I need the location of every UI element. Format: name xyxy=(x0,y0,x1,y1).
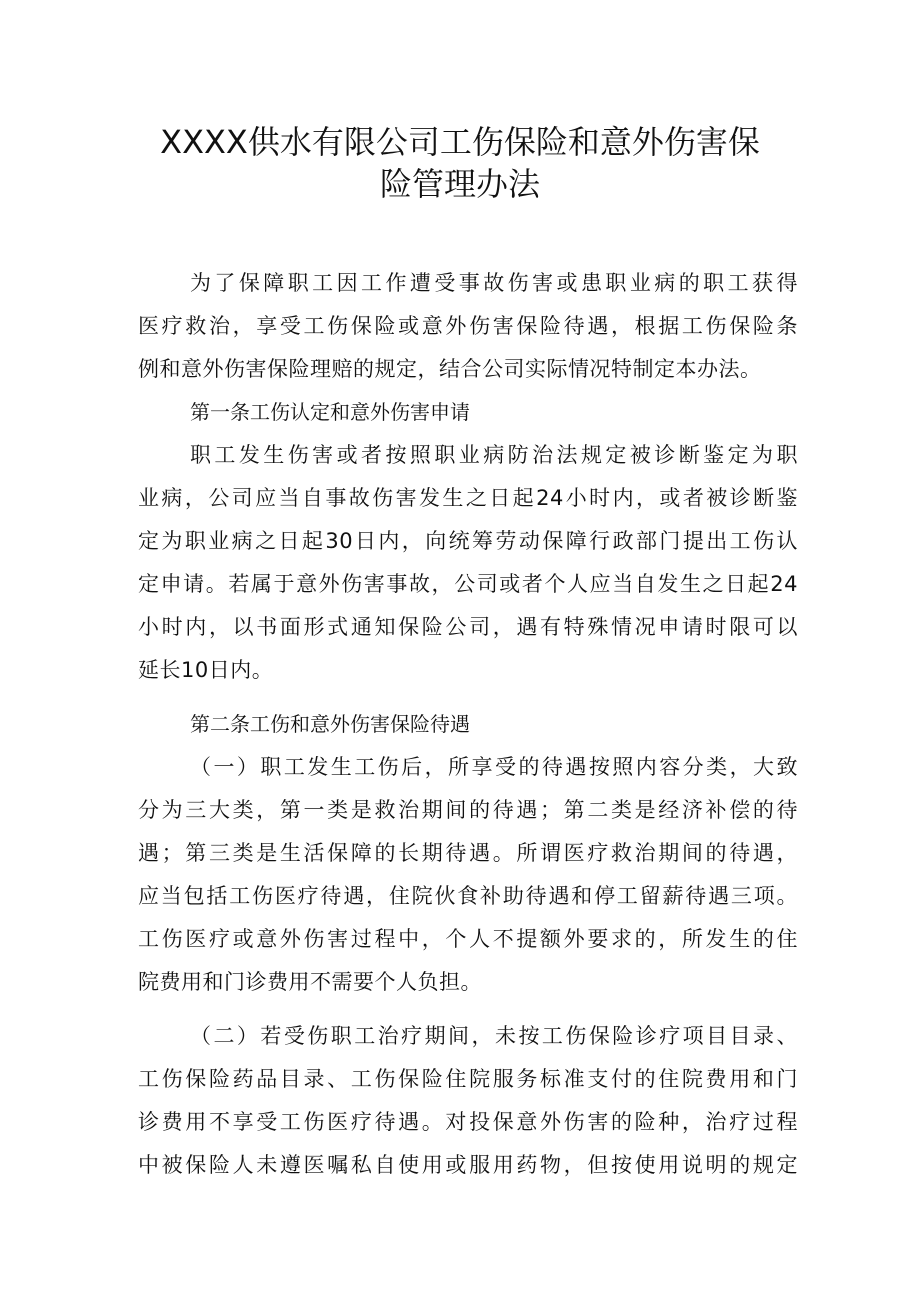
document-title-line-2: 险管理办法 xyxy=(379,165,540,203)
spacer xyxy=(138,1004,798,1015)
text-line: 应当包括工伤医疗待遇，住院伙食补助待遇和停工留薪待遇三项。 xyxy=(138,884,798,908)
article-2-paragraph-1 xyxy=(138,746,798,1004)
text-line: 业病，公司应当自事故伤害发生之日起24小时内，或者被诊断鉴 xyxy=(138,486,798,510)
text-line: 遇；第三类是生活保障的长期待遇。所谓医疗救治期间的待遇， xyxy=(138,841,798,865)
text-line: 医疗救治，享受工伤保险或意外伤害保险待遇，根据工伤保险条 xyxy=(138,314,798,338)
document-body xyxy=(138,262,798,1187)
article-1-paragraph xyxy=(138,434,798,692)
text-line: 为了保障职工因工作遭受事故伤害或患职业病的职工获得 xyxy=(190,271,798,295)
text-line: （二）若受伤职工治疗期间，未按工伤保险诊疗项目目录、 xyxy=(190,1024,798,1048)
text-line: 职工发生伤害或者按照职业病防治法规定被诊断鉴定为职 xyxy=(190,443,798,467)
text-line: 工伤保险药品目录、工伤保险住院服务标准支付的住院费用和门 xyxy=(138,1067,798,1091)
text-line: 院费用和门诊费用不需要个人负担。 xyxy=(138,970,482,994)
text-line: 工伤医疗或意外伤害过程中，个人不提额外要求的，所发生的住 xyxy=(138,927,798,951)
text-line: （一）职工发生工伤后，所享受的待遇按照内容分类，大致 xyxy=(190,755,798,779)
text-line: 中被保险人未遵医嘱私自使用或服用药物，但按使用说明的规定 xyxy=(138,1153,798,1177)
article-2-heading: 第二条工伤和意外伤害保险待遇 xyxy=(190,712,470,736)
text-line: 定为职业病之日起30日内，向统筹劳动保障行政部门提出工伤认 xyxy=(138,529,798,553)
spacer xyxy=(138,692,798,703)
intro-paragraph xyxy=(138,262,798,391)
document-title-line-1: XXXX供水有限公司工伤保险和意外伤害保 xyxy=(160,123,760,161)
text-line: 小时内，以书面形式通知保险公司，遇有特殊情况申请时限可以 xyxy=(138,615,798,639)
text-line: 延长10日内。 xyxy=(138,658,274,682)
text-line: 诊费用不享受工伤医疗待遇。对投保意外伤害的险种，治疗过程 xyxy=(138,1110,798,1134)
text-line: 分为三大类，第一类是救治期间的待遇；第二类是经济补偿的待 xyxy=(138,798,798,822)
article-2-paragraph-2 xyxy=(138,1015,798,1187)
text-line: 定申请。若属于意外伤害事故，公司或者个人应当自发生之日起24 xyxy=(138,572,798,596)
article-1-heading: 第一条工伤认定和意外伤害申请 xyxy=(190,400,470,424)
text-line: 例和意外伤害保险理赔的规定，结合公司实际情况特制定本办法。 xyxy=(138,357,762,381)
